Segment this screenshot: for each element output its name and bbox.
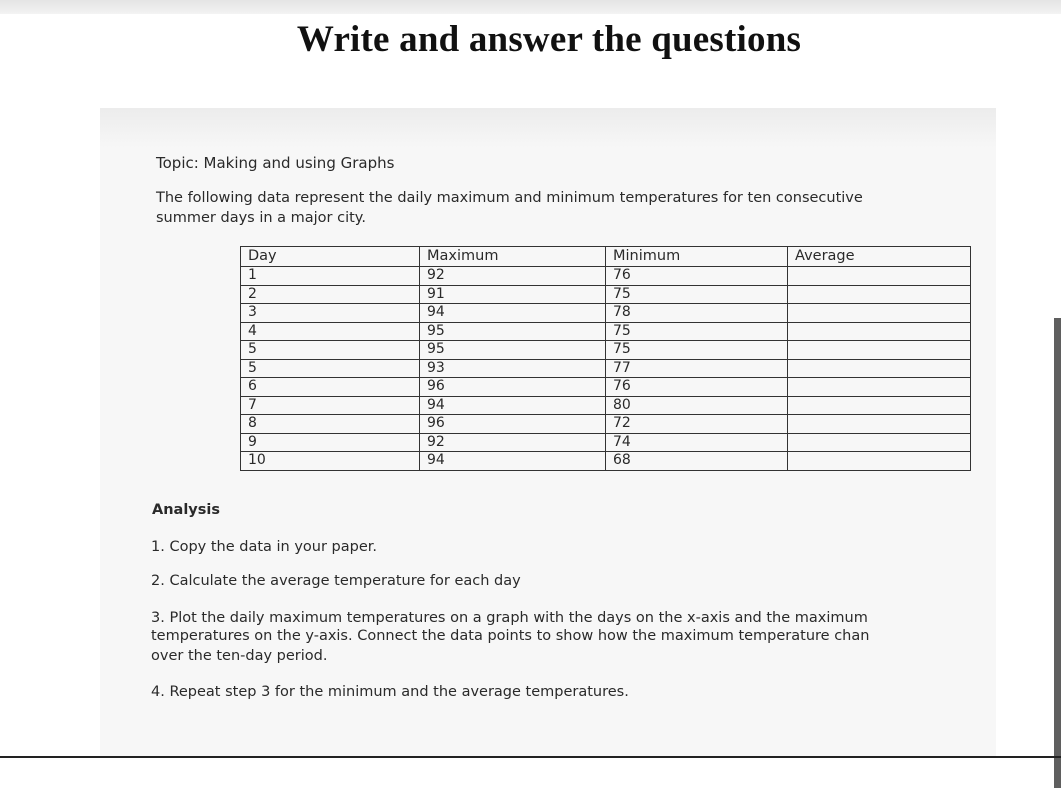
table-row	[241, 341, 971, 360]
cell-maximum: 94	[420, 452, 606, 471]
cell-average	[788, 359, 971, 378]
header-maximum: Maximum	[420, 247, 606, 267]
question-3-line-2: temperatures on the y-axis. Connect the data points to show how the maximum temperature chan	[151, 628, 870, 644]
cell-average	[788, 322, 971, 341]
cell-day: 8	[241, 415, 420, 434]
cell-minimum: 76	[606, 378, 788, 397]
cell-maximum: 95	[420, 341, 606, 360]
table-row	[241, 267, 971, 286]
cell-average	[788, 267, 971, 286]
table-row	[241, 359, 971, 378]
cell-average	[788, 378, 971, 397]
header-average: Average	[788, 247, 971, 267]
cell-day: 10	[241, 452, 420, 471]
table-body	[241, 267, 971, 471]
table-header-row	[241, 247, 971, 267]
header-day: Day	[241, 247, 420, 267]
analysis-title: Analysis	[152, 502, 220, 518]
cell-average	[788, 415, 971, 434]
cell-day: 3	[241, 304, 420, 323]
cell-average	[788, 285, 971, 304]
table-row	[241, 378, 971, 397]
question-2: 2. Calculate the average temperature for each day	[151, 573, 521, 589]
cell-minimum: 68	[606, 452, 788, 471]
cell-day: 5	[241, 359, 420, 378]
table-row	[241, 396, 971, 415]
table-row	[241, 452, 971, 471]
question-3-line-1: 3. Plot the daily maximum temperatures on a graph with the days on the x-axis and the maximum	[151, 610, 868, 626]
table-row	[241, 322, 971, 341]
cell-minimum: 76	[606, 267, 788, 286]
cell-maximum: 96	[420, 415, 606, 434]
question-3-line-3: over the ten-day period.	[151, 648, 328, 664]
top-strip	[0, 0, 1061, 14]
cell-minimum: 74	[606, 433, 788, 452]
intro-line-1: The following data represent the daily maximum and minimum temperatures for ten consecutive	[156, 190, 863, 206]
page-heading: Write and answer the questions	[296, 19, 802, 60]
bottom-divider	[0, 756, 1061, 758]
cell-maximum: 94	[420, 304, 606, 323]
cell-minimum: 72	[606, 415, 788, 434]
table-row	[241, 433, 971, 452]
question-1: 1. Copy the data in your paper.	[151, 539, 378, 555]
header-minimum: Minimum	[606, 247, 788, 267]
scrollbar[interactable]	[1054, 318, 1061, 788]
cell-day: 2	[241, 285, 420, 304]
intro-line-2: summer days in a major city.	[156, 210, 366, 226]
cell-maximum: 94	[420, 396, 606, 415]
cell-maximum: 95	[420, 322, 606, 341]
cell-maximum: 91	[420, 285, 606, 304]
cell-day: 5	[241, 341, 420, 360]
cell-average	[788, 452, 971, 471]
cell-day: 7	[241, 396, 420, 415]
cell-day: 6	[241, 378, 420, 397]
cell-minimum: 80	[606, 396, 788, 415]
cell-maximum: 92	[420, 433, 606, 452]
cell-day: 1	[241, 267, 420, 286]
cell-minimum: 75	[606, 341, 788, 360]
cell-average	[788, 396, 971, 415]
cell-day: 4	[241, 322, 420, 341]
cell-day: 9	[241, 433, 420, 452]
topic-line: Topic: Making and using Graphs	[156, 154, 395, 172]
cell-minimum: 75	[606, 285, 788, 304]
cell-minimum: 77	[606, 359, 788, 378]
table-row	[241, 415, 971, 434]
table-row	[241, 304, 971, 323]
cell-maximum: 93	[420, 359, 606, 378]
cell-maximum: 96	[420, 378, 606, 397]
cell-minimum: 78	[606, 304, 788, 323]
cell-average	[788, 341, 971, 360]
cell-average	[788, 304, 971, 323]
temperature-table	[240, 246, 971, 471]
table-row	[241, 285, 971, 304]
question-4: 4. Repeat step 3 for the minimum and the average temperatures.	[151, 684, 629, 700]
cell-maximum: 92	[420, 267, 606, 286]
cell-average	[788, 433, 971, 452]
cell-minimum: 75	[606, 322, 788, 341]
